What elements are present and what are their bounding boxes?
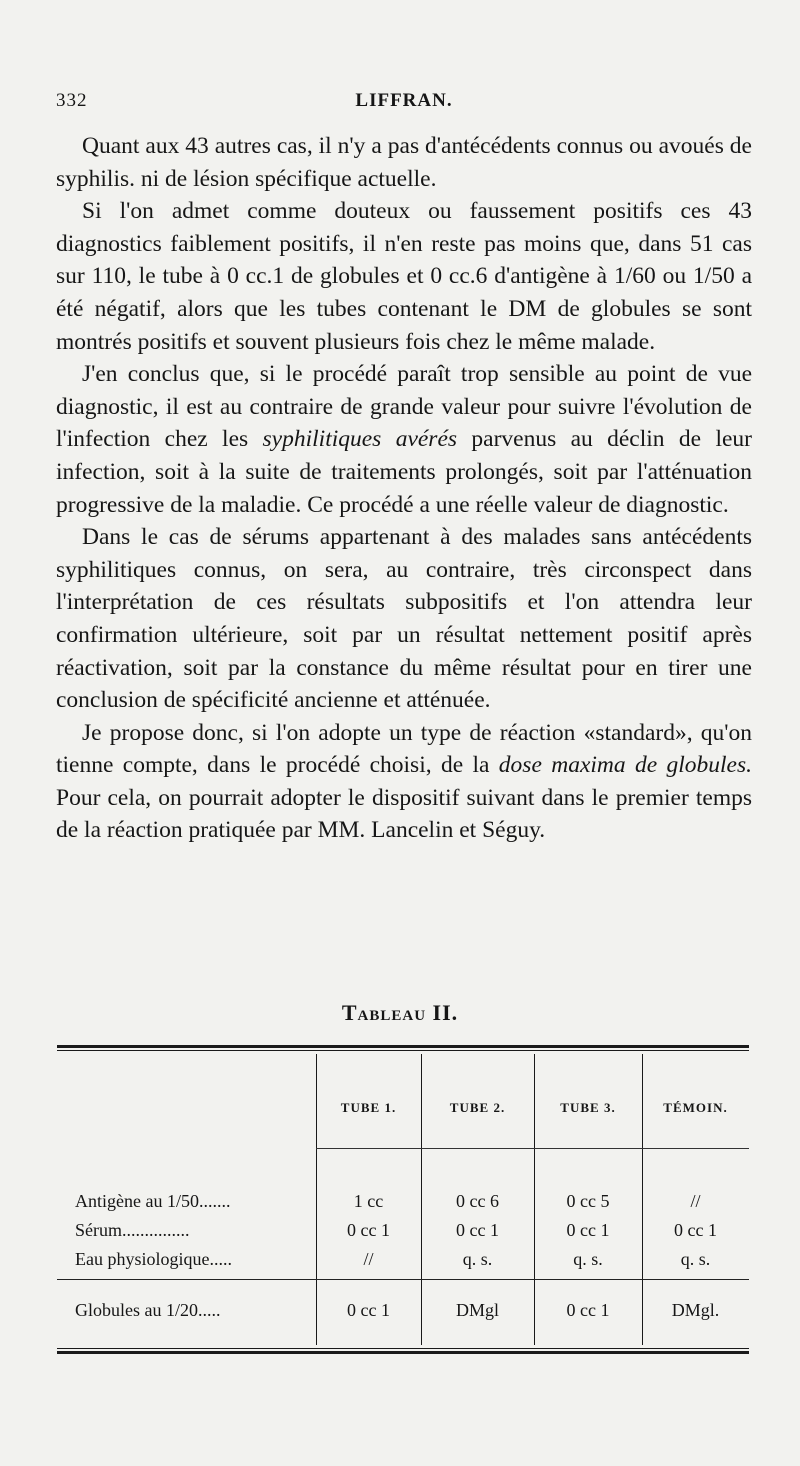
paragraph-5-emphasis: dose maxima de globules. [498,752,753,779]
paragraph-5 [56,717,752,847]
column-header-tube-1: TUBE 1. [340,1100,397,1115]
paragraph-3 [56,358,752,521]
paragraph-3-emphasis: syphilitiques avérés [262,426,458,453]
table-cell: q. s. [680,1249,711,1269]
paragraph-2: Si l'on admet comme douteux ou faussement positifs ces 43 diagnostics faiblement positifs, il n'en reste pas moins que, dans 51 cas sur 110, le tube à 0 cc.1 de globules et 0 cc.6 d'antigène à 1/60 ou 1/50 a été négatif, alors que les tubes contenant le DM de globules se sont montrés positifs et souvent plusieurs fois chez le même malade. [56,198,752,355]
column-header-temoin: TÉMOIN. [663,1100,728,1115]
table-cell: 0 cc 1 [674,1220,717,1240]
column-header-tube-3: TUBE 3. [560,1100,616,1115]
column-header-tube-2: TUBE 2. [449,1100,506,1115]
body-text [56,130,752,847]
paragraph-4: Dans le cas de sérums appartenant à des malades sans antécédents syphilitiques connus, on sera, au contraire, très circonspect dans l'interprétation de ces résultats subpositifs et l'on attendra leur confirmation ultérieure, soit par un résultat nettement positif après réactivation, soit par la constance du même résultat pour en tirer une conclusion de spécificité ancienne et atténuée. [56,524,752,714]
row-label-globules: Globules au 1/20..... [75,1300,221,1320]
page-number: 332 [56,90,88,111]
table-cell: 0 cc 1 [566,1220,610,1240]
table-cell: 0 cc 1 [566,1300,610,1320]
data-table [57,1045,749,1354]
table-cell: 0 cc 6 [456,1191,499,1211]
table-cell: DMgl [455,1300,499,1320]
paragraph-3-text-a: J'en conclus que, si le procédé paraît trop sensible au point de vue diagnostic, il est au contraire de grande valeur pour suivre l'évolution de l'infection chez les [56,361,752,453]
table-cell: q. s. [462,1249,493,1269]
row-label-serum: Sérum............... [75,1220,190,1240]
paragraph-5-text-b: Pour cela, on pourrait adopter le dispositif suivant dans le premier temps de la réaction pratiquée par MM. Lancelin et Séguy. [56,784,752,844]
table-cell: 0 cc 5 [566,1191,610,1211]
table-cell: q. s. [573,1249,603,1269]
row-label-antigene: Antigène au 1/50....... [75,1191,231,1211]
footer-rule [57,1279,749,1280]
table-cell: // [363,1249,374,1269]
table-cell: 1 cc [353,1191,384,1211]
running-head-author: LIFFRAN. [355,90,453,111]
table-cell: 0 cc 1 [347,1220,390,1240]
header-rule [316,1148,749,1149]
row-label-eau: Eau physiologique..... [75,1249,232,1269]
table-cell: DMgl. [671,1300,720,1320]
paragraph-1: Quant aux 43 autres cas, il n'y a pas d'antécédents connus ou avoués de syphilis. ni de lésion spécifique actuelle. [56,133,752,192]
table-cell: 0 cc 1 [456,1220,499,1240]
paragraph-3-text-b: parvenus au déclin de leur infection, soit à la suite de traitements prolongés, soit par l'atténuation progressive de la maladie. Ce procédé a une réelle valeur de diagnostic. [56,426,752,518]
paragraph-5-text-a: Je propose donc, si l'on adopte un type de réaction «standard», qu'on tienne compte, dans le procédé choisi, de la [56,719,752,779]
table-title: Tableau II. [341,1000,459,1025]
table-cell: // [690,1191,701,1211]
table-cell: 0 cc 1 [347,1300,390,1320]
running-head [56,90,752,114]
